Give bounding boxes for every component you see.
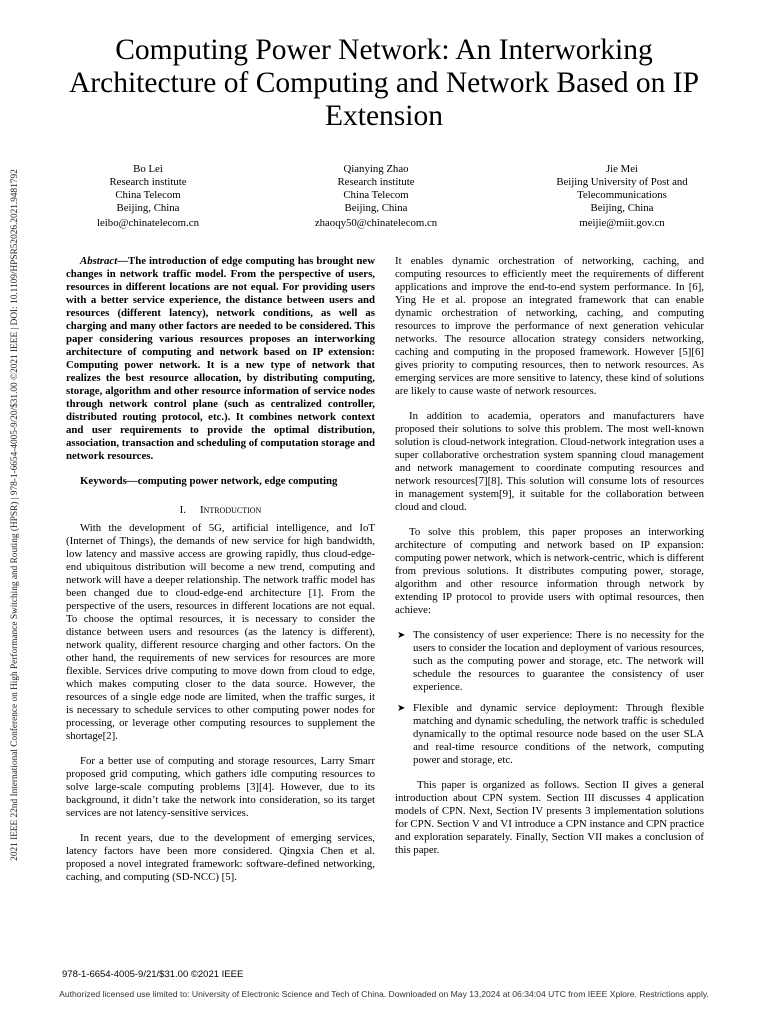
left-column [66, 255, 375, 896]
author-name: Bo Lei [133, 163, 163, 175]
author-affiliation-line: Beijing, China [116, 202, 180, 214]
body-paragraph: It enables dynamic orchestration of networking, caching, and computing resources to efficiently meet the requirements of different applications and improve the end-to-end system performance. In [6], Ying He et al. propose an integrated framework that can enable dynamic orchestration of networking, caching, and computing resources to improve the performance of next generation vehicular networks. The resource allocation strategy considers networking, caching and computing in the proposed framework. However [5][6] gives priority to computing resources, then to network resources. As emerging services are more sensitive to latency, these kind of solutions are likely to cause waste of network resources. [395, 255, 704, 397]
sidebar-citation-text: 2021 IEEE 22nd International Conference on High Performance Switching and Routing (HPSR) | 978-1-6654-4005-9/20/$31.00 ©2021 IEEE | DOI: 10.1109/HPSR52026.2021.9481792 [10, 169, 20, 861]
author-1 [58, 163, 238, 230]
author-name: Qianying Zhao [343, 163, 409, 175]
author-affiliation-line: China Telecom [115, 189, 181, 201]
author-affiliation-line: Research institute [109, 176, 187, 188]
paper-title: Computing Power Network: An Interworking Architecture of Computing and Network Based on IP Extension [68, 34, 699, 132]
author-email: meijie@miit.gov.cn [579, 217, 665, 229]
author-affiliation-line: Beijing, China [344, 202, 408, 214]
abstract-label: Abstract [80, 255, 118, 267]
author-email: zhaoqy50@chinatelecom.cn [314, 217, 438, 229]
section-number: I. [179, 504, 186, 516]
body-paragraph: This paper is organized as follows. Section II gives a general introduction about CPN system. Section III discusses 4 application models of CPN. Next, Section IV presents 3 implementation solutions for CPN. Section V and VI introduce a CPN instance and CPN practice and exploration separately. Finally, Section VII makes a conclusion of this paper. [395, 779, 704, 856]
author-2 [286, 163, 466, 230]
author-block [70, 163, 710, 243]
right-column [395, 255, 704, 869]
abstract [66, 255, 375, 463]
body-paragraph: In addition to academia, operators and manufacturers have proposed their solutions to solve this problem. The most well-known solution is cloud-network integration. Cloud-network integration uses a super collaborative orchestration system spanning cloud management and network management to coordinate computing resources and network resources[7][8]. This solution will consume lots of resources in management system[9], it suitable for the collaboration between cloud and cloud. [395, 410, 704, 513]
sidebar-citation [2, 150, 28, 880]
section-heading-introduction [66, 504, 375, 517]
author-affiliation-line: Research institute [337, 176, 415, 188]
author-affiliation-line: Beijing University of Post and [556, 176, 688, 188]
bullet-list [395, 629, 704, 767]
body-paragraph: To solve this problem, this paper proposes an interworking architecture of computing and network based on IP expansion: computing power network, which is network-centric, which is different from previous solutions. It distributes computing power, storage, algorithm and other resource information through network by extending IP protocol to provide users with optimal resources, then achieve: [395, 526, 704, 616]
section-title: Introduction [199, 504, 262, 516]
bullet-item [395, 629, 704, 694]
author-affiliation-line: Beijing, China [590, 202, 654, 214]
bullet-text: Flexible and dynamic service deployment: Through flexible matching and dynamic scheduling, the network traffic is scheduled dynamically to the optimal resource node based on the user SLA and real-time resource conditions of the network, computing power and storage, etc. [413, 702, 704, 766]
author-affiliation-line: China Telecom [343, 189, 409, 201]
author-3 [532, 163, 712, 230]
bullet-item [395, 702, 704, 767]
body-paragraph: In recent years, due to the development of emerging services, latency factors have been more considered. Qingxia Chen et al. proposed a novel integrated framework: software-defined networking, caching, and computing (SD-NCC) [5]. [66, 832, 375, 883]
author-affiliation-line: Telecommunications [577, 189, 667, 201]
arrow-bullet-icon: ➤ [397, 630, 406, 641]
footer-copyright: 978-1-6654-4005-9/21/$31.00 ©2021 IEEE [62, 969, 244, 980]
bullet-text: The consistency of user experience: There is no necessity for the users to consider the location and deployment of various resources, such as the computing power and storage, etc. The network will schedule the resources to guarantee the consistency of user experience. [413, 629, 704, 693]
body-paragraph: For a better use of computing and storage resources, Larry Smarr proposed grid computing, which gathers idle computing resources to solve large-scale computing problems [3][4]. However, due to its background, it didn’t take the network into consideration, so its target services are not latency-sensitive services. [66, 755, 375, 819]
author-email: leibo@chinatelecom.cn [97, 217, 199, 229]
abstract-text: —The introduction of edge computing has brought new changes in network traffic model. From the perspective of users, resources in different locations are not equal. For providing users with a better service experience, the distance between users and resources (different latency), network conditions, as well as charging and many other factors are needed to be considered. This paper considering various resources proposes an interworking architecture of computing and network based on IP extension: Computing power network. It is a new type of network that realizes the best resource allocation, by distributing computing, storage, algorithm and other resource information of service nodes through network control plane (such as centralized controller, distributed routing protocol, etc.). It combines network context and user requirements to provide the optimal distribution, association, transaction and scheduling of computation storage and network resources. [66, 255, 375, 462]
arrow-bullet-icon: ➤ [397, 703, 406, 714]
footer-license-notice: Authorized licensed use limited to: University of Electronic Science and Tech of China. Downloaded on May 13,2024 at 06:34:04 UTC from IEEE Xplore. Restrictions apply. [59, 989, 709, 999]
author-name: Jie Mei [605, 163, 639, 175]
body-paragraph: With the development of 5G, artificial intelligence, and IoT (Internet of Things), the demands of new service for high bandwidth, low latency and massive access are growing rapidly, thus cloud-edge-end ubiquitous distribution will become a new trend, computing and network will have a deeper relationship. The network traffic model has been changed due to cloud-edge-end architecture [1]. From the perspective of the users, resources in different locations are not equal. To choose the optimal resources, it is necessary to consider the distance between users and resources (as the latency is different), network quality, different resource charging and other factors. On the other hand, the requirements of new services for resources are more flexible. Services drive computing to move down from cloud to edge, which makes computing closer to the data source. However, the resources of a single edge node are limited, when the traffic surges, it is necessary to schedule services to other computing power nodes for processing, or leverage other computing resources to supplement the shortage[2]. [66, 522, 375, 742]
keywords: Keywords—computing power network, edge computing [80, 475, 338, 487]
